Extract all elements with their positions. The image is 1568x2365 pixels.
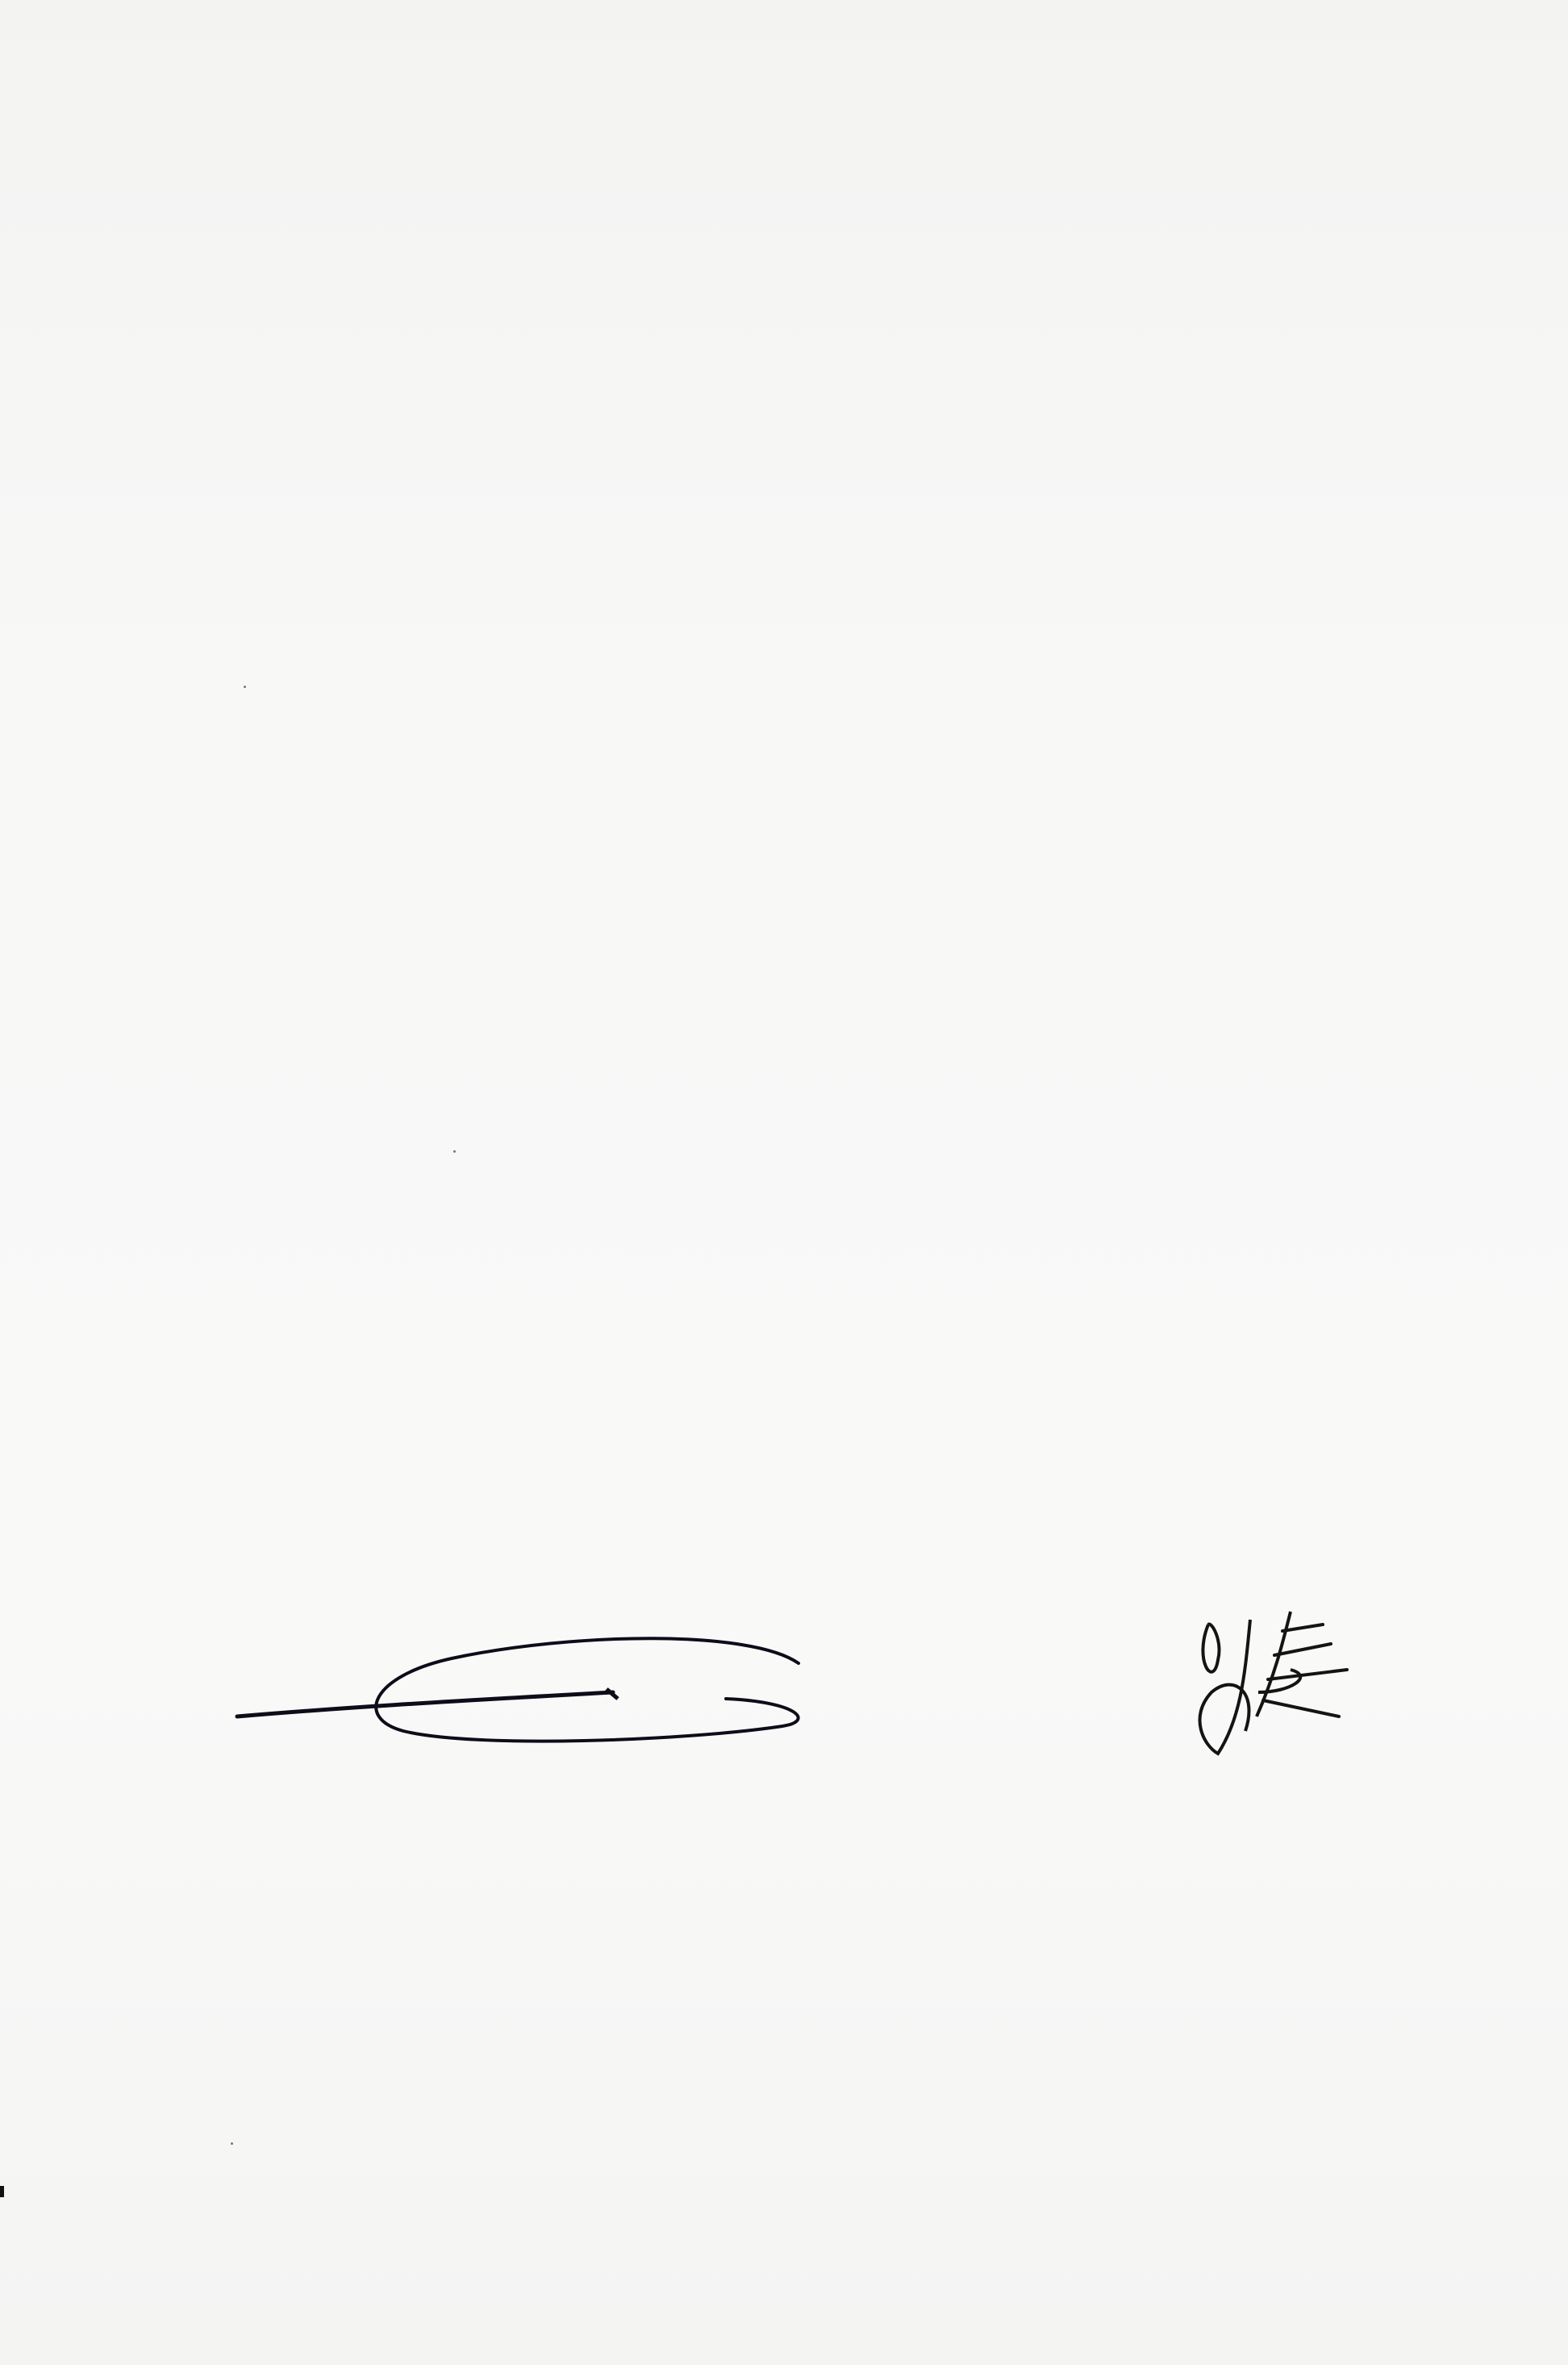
mentor-signature bbox=[234, 1621, 815, 1758]
peserta-signature bbox=[1161, 1595, 1387, 1757]
scan-speck bbox=[244, 686, 246, 688]
scan-mark bbox=[0, 2186, 4, 2197]
scan-speck bbox=[231, 2142, 233, 2145]
scan-speck bbox=[453, 1150, 456, 1153]
